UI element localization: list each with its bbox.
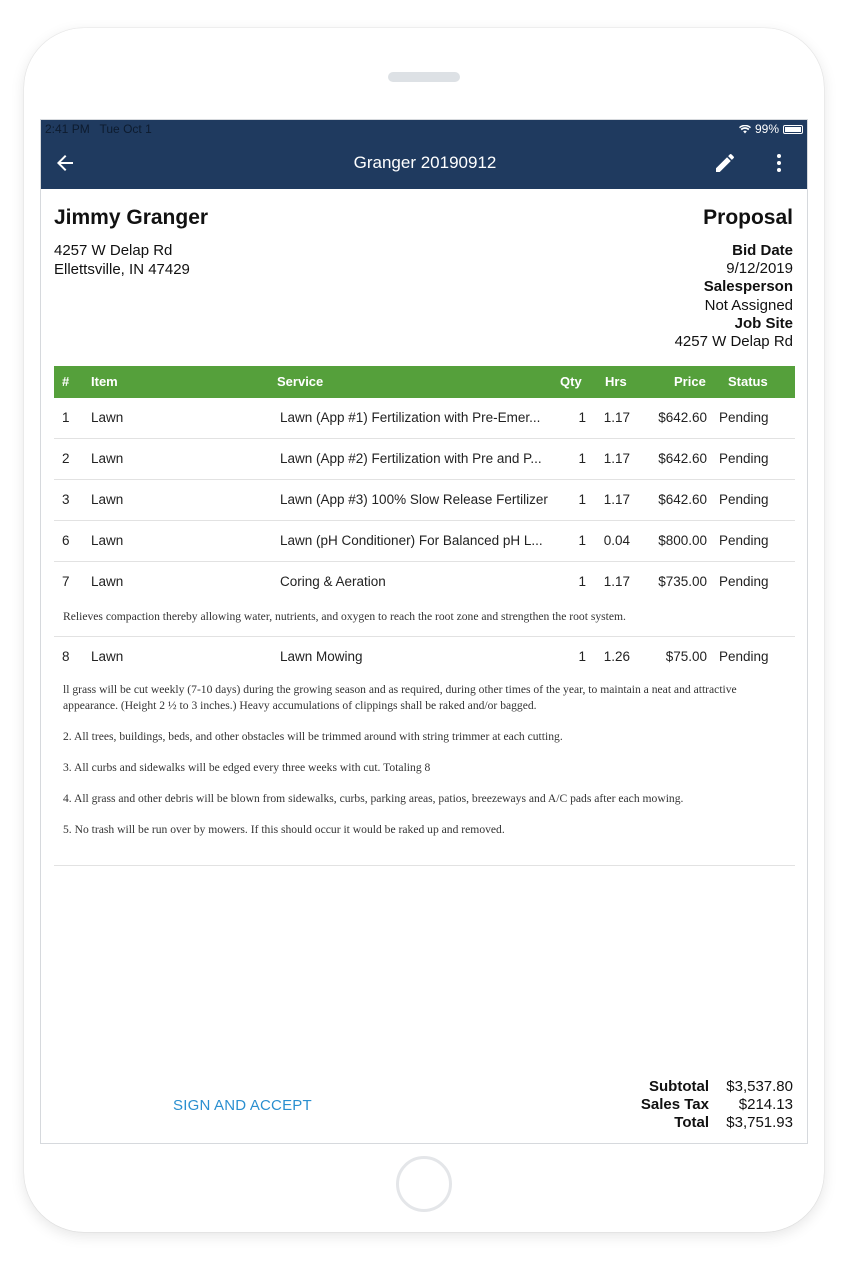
row-status: Pending <box>719 574 769 589</box>
row-price: $642.60 <box>658 451 707 466</box>
row-hrs: 1.17 <box>603 451 630 466</box>
row-item: Lawn <box>91 574 124 589</box>
more-vertical-icon[interactable] <box>767 151 791 175</box>
top-app-bar <box>41 138 808 189</box>
row-hrs: 1.26 <box>603 649 630 664</box>
table-end-divider <box>54 865 795 866</box>
row-qty: 1 <box>578 492 586 507</box>
row-status: Pending <box>719 451 769 466</box>
row-price: $642.60 <box>658 410 707 425</box>
service-description: Relieves compaction thereby allowing water, nutrients, and oxygen to reach the root zone and strengthen the root system. <box>63 610 626 623</box>
subtotal-row <box>641 1078 793 1096</box>
row-item: Lawn <box>91 410 124 425</box>
header-item: Item <box>91 374 118 389</box>
row-status: Pending <box>719 492 769 507</box>
total-row <box>641 1114 793 1132</box>
row-num: 1 <box>62 410 70 425</box>
proposal-meta <box>675 242 793 351</box>
row-num: 6 <box>62 533 70 548</box>
header-num: # <box>62 374 70 389</box>
table-header <box>54 366 795 398</box>
row-num: 3 <box>62 492 70 507</box>
sales-tax-label: Sales Tax <box>640 1096 709 1114</box>
row-num: 2 <box>62 451 70 466</box>
subtotal-label: Subtotal <box>649 1078 709 1095</box>
row-num: 8 <box>62 649 70 664</box>
page-title: Granger 20190912 <box>353 153 497 172</box>
sign-and-accept-button[interactable]: SIGN AND ACCEPT <box>173 1097 312 1114</box>
document-type: Proposal <box>703 206 793 229</box>
row-price: $735.00 <box>658 574 707 589</box>
table-row[interactable] <box>54 521 795 562</box>
row-hrs: 0.04 <box>603 533 630 548</box>
row-item: Lawn <box>91 451 124 466</box>
row-service: Coring & Aeration <box>280 574 386 589</box>
totals-block <box>641 1078 793 1133</box>
service-description: 3. All curbs and sidewalks will be edged every three weeks with cut. Totaling 8 <box>63 761 431 774</box>
wifi-icon <box>739 125 751 134</box>
row-num: 7 <box>62 574 70 589</box>
row-price: $642.60 <box>658 492 707 507</box>
row-item: Lawn <box>91 492 124 507</box>
header-price: Price <box>674 374 706 389</box>
row-item: Lawn <box>91 649 124 664</box>
row-status: Pending <box>719 649 769 664</box>
header-status: Status <box>728 374 768 389</box>
sales-tax-row <box>641 1096 793 1114</box>
row-status: Pending <box>719 410 769 425</box>
pencil-icon[interactable] <box>713 151 737 175</box>
row-hrs: 1.17 <box>603 574 630 589</box>
home-button[interactable] <box>396 1156 452 1212</box>
status-right <box>739 122 803 136</box>
salesperson-value: Not Assigned <box>704 296 793 314</box>
app-screen <box>40 119 808 1144</box>
row-service: Lawn (App #2) Fertilization with Pre and P... <box>280 451 542 466</box>
salesperson-label: Salesperson <box>703 278 793 296</box>
header-qty: Qty <box>560 374 582 389</box>
subtotal-value: $3,537.80 <box>726 1078 793 1095</box>
table-row[interactable] <box>54 398 795 439</box>
customer-address-line2: Ellettsville, IN 47429 <box>54 261 190 278</box>
service-description: 2. All trees, buildings, beds, and other obstacles will be trimmed around with string trimmer at each cutting. <box>63 730 563 743</box>
status-time: 2:41 PM Tue Oct 1 <box>45 122 152 136</box>
status-bar <box>41 120 808 138</box>
row-qty: 1 <box>578 533 586 548</box>
row-status: Pending <box>719 533 769 548</box>
bid-date-label: Bid Date <box>732 242 793 259</box>
table-row[interactable] <box>54 637 795 678</box>
header-hrs: Hrs <box>605 374 627 389</box>
row-hrs: 1.17 <box>603 492 630 507</box>
row-service: Lawn (App #1) Fertilization with Pre-Emer... <box>280 410 541 425</box>
customer-name: Jimmy Granger <box>54 206 209 229</box>
job-site-label: Job Site <box>734 314 793 332</box>
total-value: $3,751.93 <box>726 1114 793 1132</box>
row-service: Lawn (App #3) 100% Slow Release Fertilizer <box>280 492 548 507</box>
row-qty: 1 <box>578 451 586 466</box>
row-qty: 1 <box>578 410 586 425</box>
header-service: Service <box>277 374 324 389</box>
bid-date-value: 9/12/2019 <box>726 260 793 278</box>
row-service: Lawn (pH Conditioner) For Balanced pH L... <box>280 533 543 548</box>
service-description: 4. All grass and other debris will be blown from sidewalks, curbs, parking areas, patios, breezeways and A/C pads after each mowing. <box>63 792 684 805</box>
job-site-value: 4257 W Delap Rd <box>674 333 793 351</box>
row-service: Lawn Mowing <box>280 649 363 664</box>
service-description: ll grass will be cut weekly (7-10 days) during the growing season and as required, during other times of the year, to maintain a neat and attractive appearance. (Height 2 ½ to 3 inches.) Heavy accumulations of clippings shall be raked and/or bagged. <box>63 683 737 712</box>
battery-icon <box>783 125 803 134</box>
total-label: Total <box>674 1114 709 1132</box>
row-item: Lawn <box>91 533 124 548</box>
service-description: 5. No trash will be run over by mowers. If this should occur it would be raked up and removed. <box>63 823 505 836</box>
device-speaker <box>388 72 460 82</box>
row-price: $800.00 <box>658 533 707 548</box>
row-qty: 1 <box>578 649 586 664</box>
row-hrs: 1.17 <box>603 410 630 425</box>
row-price: $75.00 <box>665 649 707 664</box>
table-row[interactable] <box>54 480 795 521</box>
table-row[interactable] <box>54 562 795 603</box>
row-qty: 1 <box>578 574 586 589</box>
customer-address-line1: 4257 W Delap Rd <box>54 242 173 259</box>
sales-tax-value: $214.13 <box>738 1096 793 1114</box>
table-row[interactable] <box>54 439 795 480</box>
battery-percent: 99% <box>754 122 779 136</box>
